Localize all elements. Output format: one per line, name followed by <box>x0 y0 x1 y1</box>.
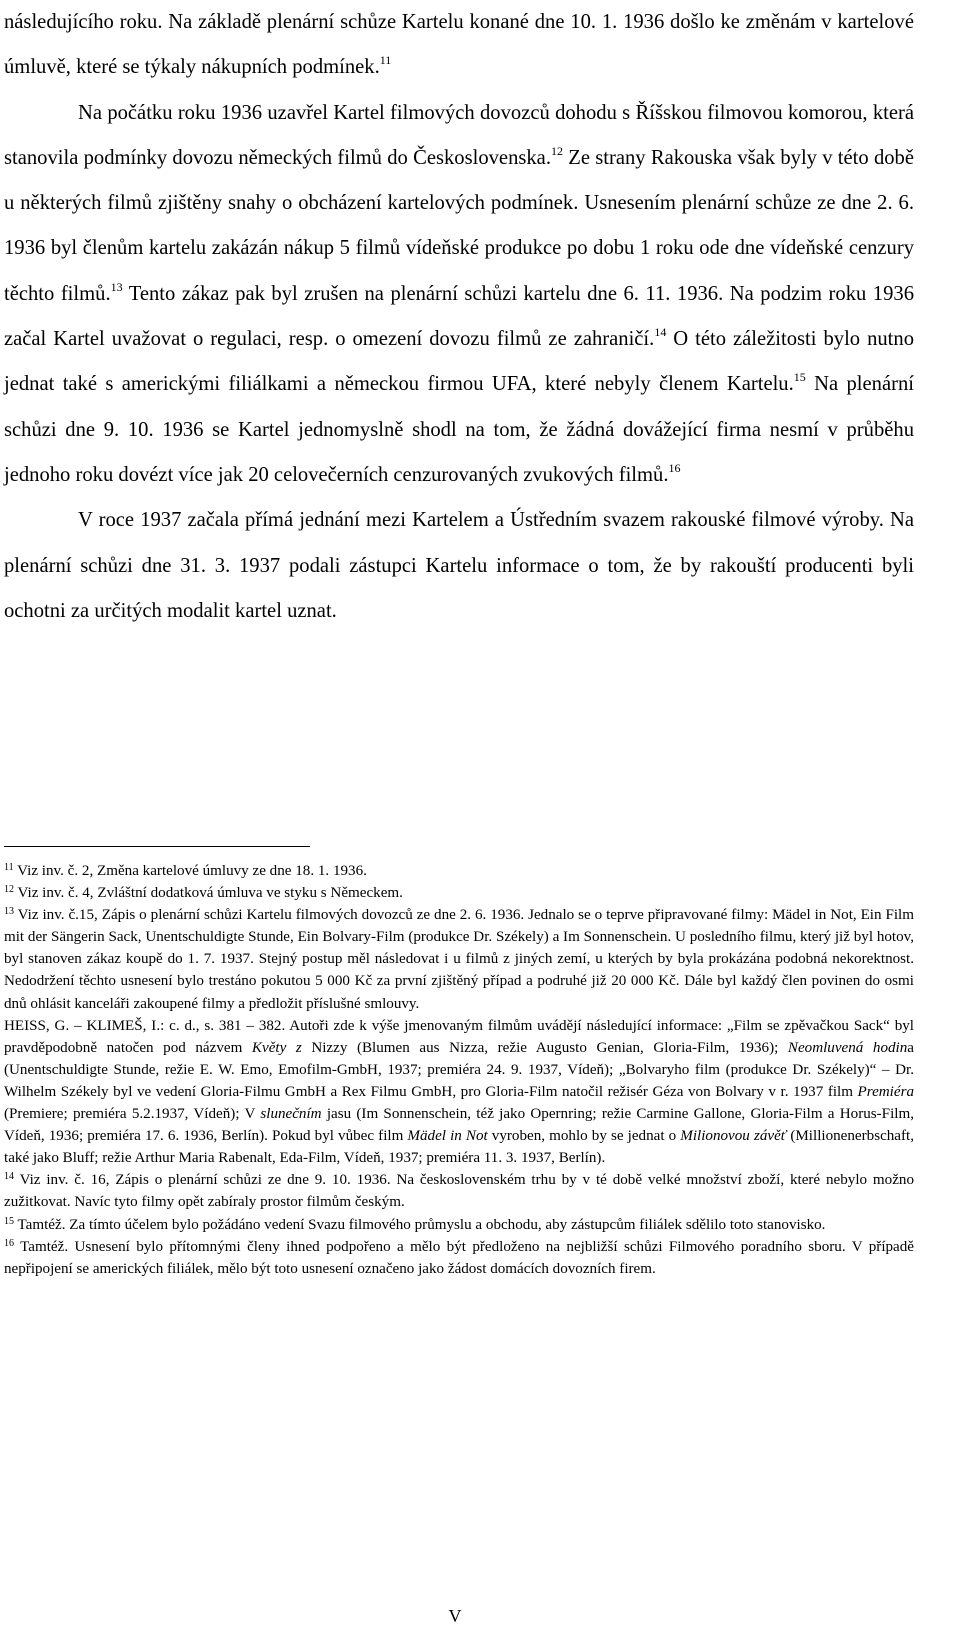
footnote-ref-14: 14 <box>654 325 667 340</box>
footnote-12 <box>4 882 914 904</box>
film-title: Neomluvená hodin <box>787 1039 908 1056</box>
footnote-text: Viz inv. č. 4, Zvláštní dodatková úmluva ve styku s Německem. <box>14 885 403 902</box>
footnote-text: jasu (Im Sonnenschein, též jako Opernring; režie Carmine Gallone, Gloria-Film a Horus-Film, Vídeň, 1936; premiéra 17. 6. 1936, Berlín). Pokud byl vůbec film <box>4 1106 914 1145</box>
footnote-text: Nizzy (Blumen aus Nizza, režie Augusto Genian, Gloria-Film, 1936); <box>301 1039 788 1056</box>
main-text <box>4 0 914 634</box>
footnote-number: 14 <box>4 1171 14 1183</box>
paragraph-2-text-c: Tento zákaz pak byl zrušen na plenární schůzi kartelu dne 6. 11. 1936. Na podzim roku 1936 začal Kartel uvažovat o regulaci, resp. o omezení dovozu filmů ze zahraničí. <box>4 282 914 351</box>
paragraph-2 <box>4 91 914 499</box>
paragraph-2-text-a: Na počátku roku 1936 uzavřel Kartel filmových dovozců dohodu s Říšskou filmovou komorou, která stanovila podmínky dovozu německých filmů do Československa. <box>4 101 914 169</box>
paragraph-2-text-d: O této záležitosti bylo nutno jednat také s americkými filiálkami a německou firmou UFA, které nebyly členem Kartelu. <box>4 328 914 396</box>
film-title: Mädel in Not <box>407 1128 488 1145</box>
footnote-ref-16: 16 <box>668 460 681 475</box>
footnote-16 <box>4 1236 914 1280</box>
footnote-13-continued <box>4 1015 914 1170</box>
footnote-text: (Millionenerbschaft, také jako Bluff; režie Arthur Maria Rabenalt, Eda-Film, Vídeň, 1937; premiéra 11. 3. 1937, Berlín). <box>4 1128 915 1167</box>
footnote-13 <box>4 904 914 1014</box>
footnote-ref-15: 15 <box>793 370 806 385</box>
paragraph-2-text-b: Ze strany Rakouska však byly v této době u některých filmů zjištěny snahy o obcházení kartelových podmínek. Usnesením plenární schůze ze dne 2. 6. 1936 byl členům kartelu zakázán nákup 5 filmů vídeňské produkce po dobu 1 roku ode dne vídeňské cenzury těchto filmů. <box>4 146 914 305</box>
footnote-text: Viz inv. č. 16, Zápis o plenární schůzi ze dne 9. 10. 1936. Na československém trhu by v té době velké množství zboží, které nebylo možno zužitkovat. Navíc tyto filmy opět zabíraly prostor filmům českým. <box>4 1172 914 1211</box>
footnote-text: vyroben, mohlo by se jednat o <box>487 1128 681 1145</box>
footnote-ref-12: 12 <box>550 143 563 158</box>
page-body <box>4 0 914 634</box>
footnote-14 <box>4 1169 914 1213</box>
footnote-text: Viz inv. č.15, Zápis o plenární schůzi Kartelu filmových dovozců ze dne 2. 6. 1936. Jednalo se o teprve připravované filmy: Mädel in Not, Ein Film mit der Sängerin Sack, Unentschuldigte Stunde, Ein Bolvary-Film (produkce Dr. Székely) a Im Sonnenschein. U posledního filmu, který již byl hotov, byl stanoven zákaz koupě do 1. 7. 1937. Stejný postup měl následovat i u filmů z jiných zemí, u kterých by byla prokázána podobná nekorektnost. Nedodržení těchto usnesení bylo trestáno pokutou 5 000 Kč za první zjištěný případ a podruhé již 20 000 Kč. Dále byl každý člen povinen do osmi dnů ohlásit kanceláři zakoupené filmy a předložit příslušné smlouvy. <box>4 907 914 1012</box>
footnote-number: 11 <box>4 862 14 873</box>
film-title: Květy z <box>251 1039 302 1056</box>
film-title: Milionovou závěť <box>680 1128 787 1145</box>
paragraph-3: V roce 1937 začala přímá jednání mezi Kartelem a Ústředním svazem rakouské filmové výroby. Na plenární schůzi dne 31. 3. 1937 podali zástupci Kartelu informace o tom, že by rakouští producenti byli ochotni za určitých modalit kartel uznat. <box>4 509 914 622</box>
footnote-15 <box>4 1214 914 1236</box>
footnote-text: Viz inv. č. 2, Změna kartelové úmluvy ze dne 18. 1. 1936. <box>13 863 367 879</box>
paragraph-1 <box>4 0 914 91</box>
footnote-number: 16 <box>4 1237 14 1249</box>
film-title: Premiéra <box>857 1083 914 1100</box>
footnote-text: a (Unentschuldigte Stunde, režie E. W. Emo, Emofilm-GmbH, 1937; premiéra 24. 9. 1937, Vídeň); „Bolvaryho film (produkce Dr. Székely)“ – Dr. Wilhelm Székely byl ve vedení Gloria-Filmu GmbH a Rex Filmu GmbH, pro Gloria-Film natočil režisér Géza von Bolvary v r. 1937 film <box>4 1039 914 1100</box>
footnote-ref-13: 13 <box>110 279 123 294</box>
film-title: slunečním <box>260 1106 322 1123</box>
paragraph-1-text: následujícího roku. Na základě plenární schůze Kartelu konané dne 10. 1. 1936 došlo ke změnám v kartelové úmluvě, které se týkaly nákupních podmínek. <box>4 11 914 79</box>
paragraph-2-text-e: Na plenární schůzi dne 9. 10. 1936 se Kartel jednomyslně shodl na tom, že žádná dovážející firma nesmí v průběhu jednoho roku dovézt více jak 20 celovečerních cenzurovaných zvukových filmů. <box>4 373 914 486</box>
footnote-text: Tamtéž. Za tímto účelem bylo požádáno vedení Svazu filmového průmyslu a obchodu, aby zástupcům filiálek sdělilo toto stanovisko. <box>14 1216 826 1233</box>
footnote-text: (Premiere; premiéra 5.2.1937, Vídeň); V <box>4 1106 261 1123</box>
footnote-number: 15 <box>4 1215 14 1227</box>
footnotes <box>4 860 914 1280</box>
page-number: V <box>448 1606 462 1626</box>
footnote-separator <box>4 846 310 847</box>
footnote-number: 13 <box>4 906 14 918</box>
footnote-text: Tamtéž. Usnesení bylo přítomnými členy ihned podpořeno a mělo být předloženo na nejbližší schůzi Filmového poradního sboru. V případě nepřipojení se amerických filiálek, mělo být toto usnesení označeno jako žádost domácích dovozních firem. <box>4 1238 914 1277</box>
footnote-text: HEISS, G. – KLIMEŠ, I.: c. d., s. 381 – 382. Autoři zde k výše jmenovaným filmům uvádějí následující informace: „Film se zpěvačkou Sack“ byl pravděpodobně natočen pod názvem <box>4 1017 914 1056</box>
footnote-11 <box>4 860 914 882</box>
footnote-ref-11: 11 <box>379 53 392 68</box>
footnote-number: 12 <box>4 884 14 896</box>
